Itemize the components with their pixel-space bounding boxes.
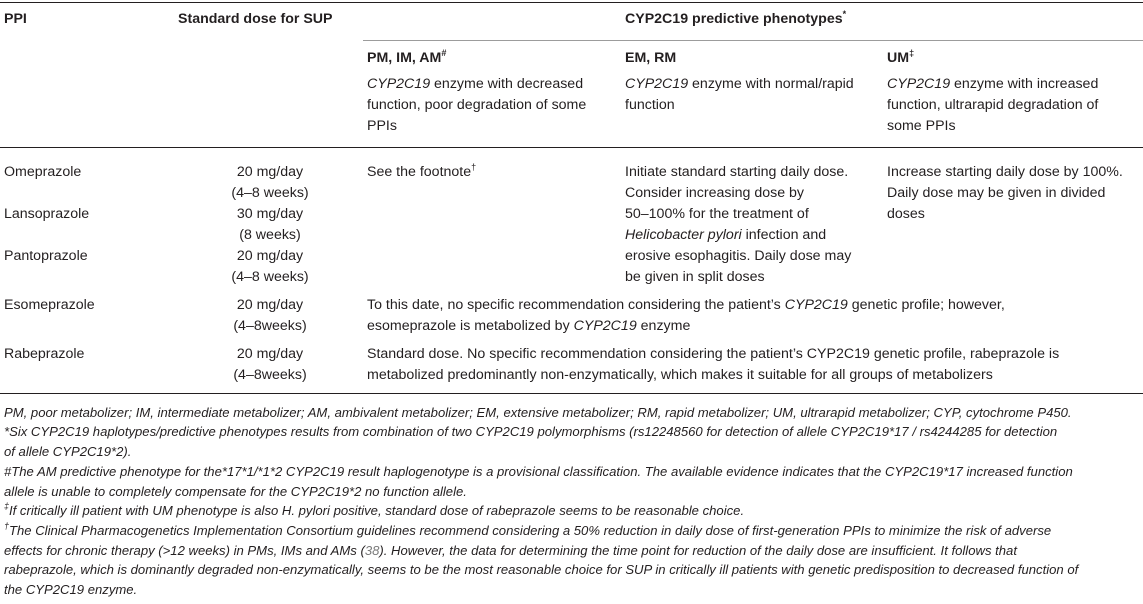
drug-pantoprazole: Pantoprazole <box>4 248 88 264</box>
desc-em-rm: CYP2C19 enzyme with normal/rapid function <box>625 76 854 113</box>
footnote-abbreviations: PM, poor metabolizer; IM, intermediate metabolizer; AM, ambivalent metabolizer; EM, extensive metabolizer; RM, rapid metabolizer; UM, ultrarapid metabolizer; CYP, cytochrome P450. <box>4 405 1072 420</box>
header-ppi: PPI <box>4 11 27 27</box>
rec-rabeprazole: Standard dose. No specific recommendation considering the patient’s CYP2C19 genetic profile, rabeprazole is metabolized predominantly non-enzymatically, which makes it suitable for all groups of metabolizers <box>367 346 1060 383</box>
drug-omeprazole: Omeprazole <box>4 164 82 180</box>
subheader-pm-im-am: PM, IM, AM# <box>367 48 447 66</box>
dose-lansoprazole: 30 mg/day (8 weeks) <box>236 206 304 243</box>
rec-esomeprazole: To this date, no specific recommendation considering the patient’s CYP2C19 genetic profile; however, esomeprazole is metabolized by CYP2C19 enzyme <box>367 297 1005 334</box>
header-rule <box>0 147 1143 148</box>
reference-link[interactable]: 38 <box>364 542 380 558</box>
footnote-hash: #The AM predictive phenotype for the*17*1/*1*2 CYP2C19 result haplogenotype is a provisional classification. The available evidence indicates that the CYP2C19*17 increased function allele is unable to completely compensate for the CYP2C19*2 no function allele. <box>4 464 1073 499</box>
header-phenotypes: CYP2C19 predictive phenotypes* <box>625 9 847 27</box>
drug-esomeprazole: Esomeprazole <box>4 297 95 313</box>
subheader-um: UM‡ <box>887 48 915 66</box>
top-rule <box>0 2 1143 3</box>
footnote-dagger: †The Clinical Pharmacogenetics Implementation Consortium guidelines recommend considering a 50% reduction in daily dose of first-generation PPIs to minimize the risk of adverse effects for chronic therapy (>12 weeks) in PMs, IMs and AMs (38). However, the data for determining the time point for reduction of the daily dose are insufficient. It follows that rabeprazole, which is dominantly degraded non-enzymatically, seems to be the most reasonable choice for SUP in critically ill patients with genetic predisposition to decreased function of the CYP2C19 enzyme. <box>4 521 1079 597</box>
desc-um: CYP2C19 enzyme with increased function, ultrarapid degradation of some PPIs <box>887 76 1099 134</box>
rec-pm-group: See the footnote† <box>367 162 477 180</box>
phenotype-rule <box>363 40 1143 41</box>
dose-omeprazole: 20 mg/day (4–8 weeks) <box>231 164 309 201</box>
rec-um-group: Increase starting daily dose by 100%. Daily dose may be given in divided doses <box>887 164 1123 222</box>
header-standard-dose: Standard dose for SUP <box>178 11 333 27</box>
rec-em-group: Initiate standard starting daily dose. Consider increasing dose by 50–100% for the treatment of Helicobacter pylori infection and erosive esophagitis. Daily dose may be given in split doses <box>625 164 852 285</box>
bottom-rule <box>0 393 1143 394</box>
drug-lansoprazole: Lansoprazole <box>4 206 90 222</box>
footnote-asterisk: *Six CYP2C19 haplotypes/predictive phenotypes results from combination of two CYP2C19 polymorphisms (rs12248560 for detection of allele CYP2C19*17 / rs4244285 for detection of allele CYP2C19*2). <box>4 424 1058 459</box>
desc-pm-im-am: CYP2C19 enzyme with decreased function, poor degradation of some PPIs <box>367 76 587 134</box>
dose-esomeprazole: 20 mg/day (4–8weeks) <box>233 297 307 334</box>
dose-rabeprazole: 20 mg/day (4–8weeks) <box>233 346 307 383</box>
subheader-em-rm: EM, RM <box>625 50 677 66</box>
drug-rabeprazole: Rabeprazole <box>4 346 85 362</box>
footnote-double-dagger: ‡If critically ill patient with UM phenotype is also H. pylori positive, standard dose of rabeprazole seems to be reasonable choice. <box>4 501 745 518</box>
dose-pantoprazole: 20 mg/day (4–8 weeks) <box>231 248 309 285</box>
